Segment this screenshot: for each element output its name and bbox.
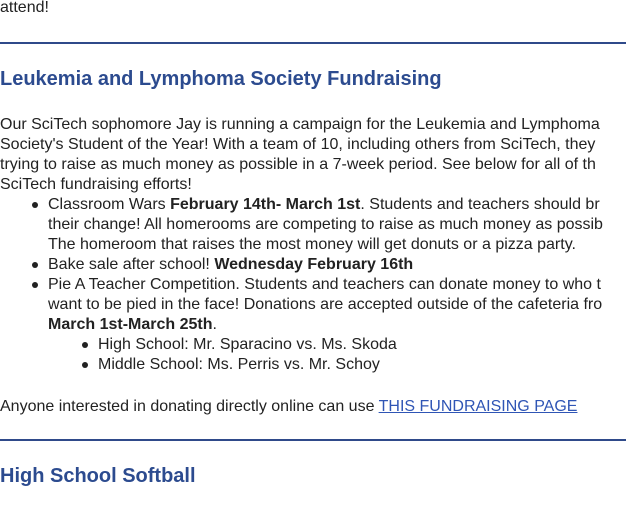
intro-line: SciTech fundraising efforts! [0, 176, 192, 193]
bake-sale-line [48, 255, 626, 275]
pie-teacher-dates-suffix: . [212, 316, 217, 333]
fundraising-intro-paragraph [0, 115, 626, 195]
list-item-bake-sale [0, 255, 626, 275]
pie-teacher-matchups-list [48, 335, 626, 375]
pie-teacher-dates: March 1st-March 25th [48, 316, 213, 333]
list-item-middle-school-matchup: Middle School: Ms. Perris vs. Mr. Schoy [48, 355, 626, 375]
classroom-wars-text: . Students and teachers should br [360, 196, 600, 213]
pie-teacher-text-line: want to be pied in the face! Donations are accepted outside of the cafeteria fro [48, 296, 603, 313]
section-divider [0, 42, 626, 44]
pie-teacher-text-line: Pie A Teacher Competition. Students and teachers can donate money to who t [48, 276, 601, 293]
classroom-wars-line [48, 195, 626, 215]
bake-sale-date: Wednesday February 16th [214, 256, 414, 273]
section-heading-leukemia-fundraising: Leukemia and Lymphoma Society Fundraising [0, 68, 442, 90]
list-item-classroom-wars [0, 195, 626, 255]
classroom-wars-label: Classroom Wars [48, 196, 171, 213]
classroom-wars-text-line: The homeroom that raises the most money will get donuts or a pizza party. [48, 236, 576, 253]
intro-line: Society's Student of the Year! With a team of 10, including others from SciTech, they [0, 136, 596, 153]
classroom-wars-dates: February 14th- March 1st [170, 196, 361, 213]
fundraising-page-link[interactable]: THIS FUNDRAISING PAGE [378, 398, 578, 415]
donate-text: Anyone interested in donating directly online can use [0, 398, 379, 415]
donate-online-paragraph [0, 397, 577, 417]
fundraising-events-list [0, 195, 626, 375]
list-item-pie-a-teacher [0, 275, 626, 375]
section-heading-high-school-softball: High School Softball [0, 465, 196, 487]
intro-line: Our SciTech sophomore Jay is running a campaign for the Leukemia and Lymphoma [0, 116, 600, 133]
classroom-wars-text-line: their change! All homerooms are competing to raise as much money as possib [48, 216, 603, 233]
list-item-high-school-matchup: High School: Mr. Sparacino vs. Ms. Skoda [48, 335, 626, 355]
bake-sale-label: Bake sale after school! [48, 256, 215, 273]
intro-line: trying to raise as much money as possible in a 7-week period. See below for all of th [0, 156, 596, 173]
previous-section-tail-text: attend! [0, 0, 49, 16]
section-divider [0, 439, 626, 441]
pie-teacher-dates-line [48, 315, 626, 335]
